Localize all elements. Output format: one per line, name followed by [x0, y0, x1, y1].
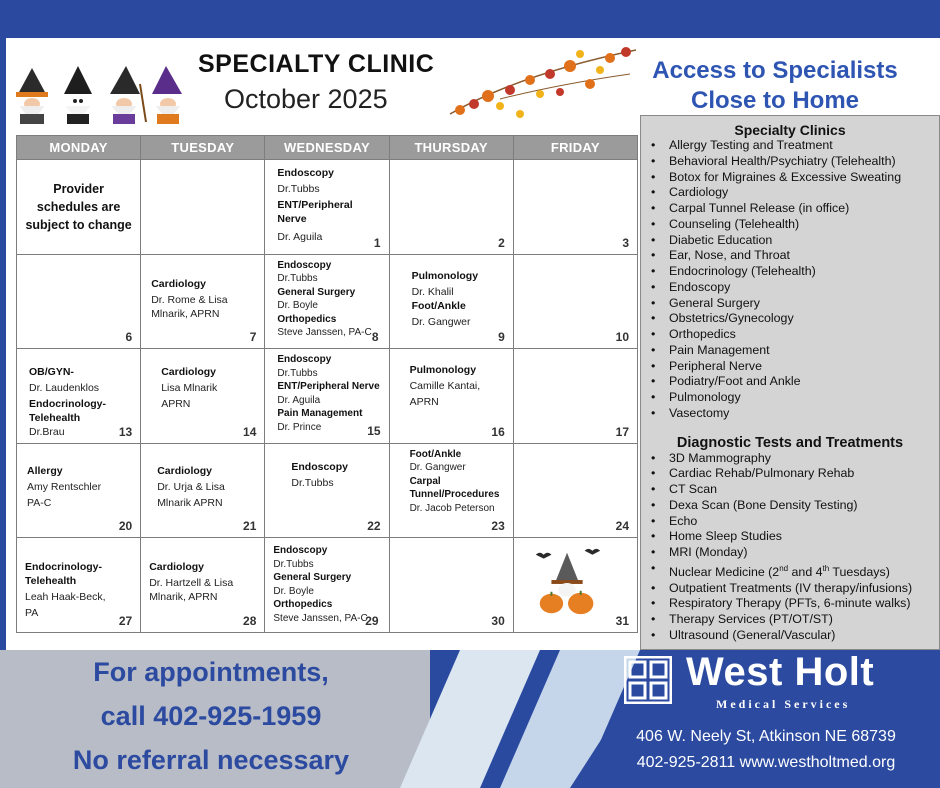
clinics-list — [641, 138, 939, 422]
date-number: 1 — [373, 235, 381, 250]
list-item: • Nuclear Medicine (2nd and 4th Tuesdays) — [641, 561, 939, 581]
list-item: • Diabetic Education — [641, 233, 939, 249]
calendar-cell — [141, 160, 265, 255]
cell-text: Cardiology — [151, 277, 207, 290]
cell-text: Telehealth — [29, 412, 81, 425]
date-number: 30 — [491, 614, 505, 628]
gnomes-illustration — [10, 64, 190, 126]
cell-text: Dr. Khalil — [411, 285, 454, 298]
cell-text: Dr.Tubbs — [273, 558, 314, 570]
calendar-cell — [513, 160, 637, 255]
list-item: • Outpatient Treatments (IV therapy/infusions) — [641, 581, 939, 597]
calendar-cell — [141, 254, 265, 349]
date-number: 10 — [615, 330, 629, 345]
date-number: 21 — [243, 519, 257, 534]
cell-text: Lisa Mlnarik — [161, 382, 218, 395]
diagnostics-list-continued — [641, 581, 939, 644]
gnome-3-icon — [110, 66, 146, 124]
day-header-monday: MONDAY — [17, 136, 141, 160]
list-item: • Peripheral Nerve — [641, 359, 939, 375]
day-header-tuesday: TUESDAY — [141, 136, 265, 160]
cell-text: Cardiology — [161, 366, 217, 379]
cell-text: Dr. Hartzell & Lisa — [149, 577, 234, 590]
top-band — [0, 0, 940, 38]
calendar-cell — [141, 349, 265, 444]
tagline-line-1: Access to Specialists — [652, 57, 898, 84]
calendar-week-5 — [17, 538, 638, 633]
cell-text: Endocrinology- — [25, 561, 102, 574]
day-header-thursday: THURSDAY — [389, 136, 513, 160]
date-number: 31 — [615, 614, 629, 628]
calendar-grid — [16, 135, 638, 633]
cell-text: Dr. Jacob Peterson — [409, 502, 495, 514]
date-number: 2 — [498, 235, 505, 250]
list-item: • Vasectomy — [641, 406, 939, 422]
cell-text: ENT/Peripheral Nerve — [277, 381, 380, 393]
calendar-cell — [141, 538, 265, 633]
cell-text: Dr. Gangwer — [411, 315, 471, 328]
cell-text: Endoscopy — [273, 545, 328, 557]
cell-text: Pulmonology — [411, 269, 479, 282]
cell-text: Dr. Aguila — [277, 394, 321, 406]
calendar-cell — [389, 349, 513, 444]
date-number: 13 — [118, 424, 133, 439]
brand-name: West Holt — [686, 650, 875, 694]
calendar-cell — [513, 349, 637, 444]
cell-text: Mlnarik, APRN — [151, 307, 220, 320]
date-number: 6 — [125, 330, 133, 345]
cell-text: Amy Rentschler — [27, 480, 102, 493]
list-item: • Podiatry/Foot and Ankle — [641, 374, 939, 390]
west-holt-logo-icon — [624, 656, 672, 704]
list-item: • Ultrasound (General/Vascular) — [641, 628, 939, 644]
cell-text: Mlnarik APRN — [157, 496, 223, 509]
cell-text: Orthopedics — [273, 599, 333, 611]
list-item: • Home Sleep Studies — [641, 529, 939, 545]
date-number: 17 — [615, 424, 629, 439]
cell-text: PA-C — [27, 496, 52, 509]
calendar-cell — [389, 538, 513, 633]
services-panel — [640, 115, 940, 650]
list-item: • Endoscopy — [641, 280, 939, 296]
address: 406 W. Neely St, Atkinson NE 68739 — [636, 728, 896, 745]
list-item: • CT Scan — [641, 482, 939, 498]
date-number: 29 — [365, 613, 379, 628]
cell-text: Dr. Boyle — [277, 300, 318, 312]
cell-text: General Surgery — [277, 286, 356, 298]
list-item: • Echo — [641, 514, 939, 530]
phone-number: call 402-925-1959 — [100, 701, 322, 731]
calendar-cell — [265, 349, 389, 444]
calendar-cell — [389, 160, 513, 255]
list-item: • Behavioral Health/Psychiatry (Telehealth) — [641, 154, 939, 170]
gnome-4-icon — [152, 66, 182, 124]
calendar-cell — [17, 538, 141, 633]
gnome-1-icon — [16, 68, 48, 124]
calendar-cell — [17, 160, 141, 255]
date-number: 14 — [243, 424, 257, 439]
cell-text: Pulmonology — [409, 364, 477, 377]
list-item: • Ear, Nose, and Throat — [641, 248, 939, 264]
date-number: 28 — [243, 614, 257, 628]
cell-text: Cardiology — [157, 464, 213, 477]
cell-text: Dr.Tubbs — [277, 367, 318, 379]
cell-text: Dr.Tubbs — [291, 476, 334, 489]
date-number: 7 — [249, 330, 257, 345]
diagnostics-heading: Diagnostic Tests and Treatments — [676, 434, 904, 451]
cell-text: APRN — [161, 398, 191, 411]
cell-text: Dr.Brau — [29, 426, 65, 439]
cell-text: Cardiology — [149, 561, 205, 574]
cell-text: Dr. Aguila — [277, 231, 323, 244]
autumn-leaves-illustration — [440, 44, 640, 130]
day-header-friday: FRIDAY — [513, 136, 637, 160]
calendar-week-4 — [17, 443, 638, 538]
cell-text: Endoscopy — [277, 259, 332, 271]
list-item: • Orthopedics — [641, 327, 939, 343]
list-item: • Cardiology — [641, 185, 939, 201]
calendar-cell — [389, 443, 513, 538]
cell-text: Dr. Rome & Lisa — [151, 293, 228, 306]
cell-text: OB/GYN- — [29, 366, 74, 379]
calendar-cell — [141, 443, 265, 538]
clinic-title: SPECIALTY CLINIC — [198, 50, 435, 78]
cell-text: Dr. Gangwer — [409, 462, 466, 474]
schedule-note: Provider schedules are subject to change — [25, 181, 132, 232]
list-item: • Counseling (Telehealth) — [641, 217, 939, 233]
cell-text: Nerve — [277, 213, 307, 226]
date-number: 9 — [498, 330, 505, 345]
cell-text: Tunnel/Procedures — [409, 489, 500, 501]
list-item: • Dexa Scan (Bone Density Testing) — [641, 498, 939, 514]
calendar-week-2 — [17, 254, 638, 349]
list-item: • Carpal Tunnel Release (in office) — [641, 201, 939, 217]
cell-text: Dr.Tubbs — [277, 183, 320, 196]
list-item: • Obstetrics/Gynecology — [641, 311, 939, 327]
cell-text: Allergy — [27, 464, 63, 477]
calendar-cell — [265, 160, 389, 255]
calendar-cell — [265, 254, 389, 349]
gnome-2-icon — [64, 66, 92, 124]
cell-text: Dr. Urja & Lisa — [157, 480, 225, 493]
calendar-week-1 — [17, 160, 638, 255]
cell-text: Steve Janssen, PA-C — [273, 612, 368, 624]
date-number: 20 — [118, 519, 133, 534]
appointment-line: For appointments, — [93, 657, 329, 687]
list-item: • Allergy Testing and Treatment — [641, 138, 939, 154]
date-number: 24 — [615, 519, 629, 534]
tagline-line-2: Close to Home — [690, 87, 860, 114]
referral-note: No referral necessary — [72, 745, 350, 775]
cell-text: Steve Janssen, PA-C — [277, 327, 372, 339]
calendar-cell — [513, 538, 637, 633]
diagnostics-list-nuclear — [641, 561, 939, 581]
clinics-heading: Specialty Clinics — [734, 122, 846, 138]
calendar-cell — [17, 443, 141, 538]
cell-text: Dr. Prince — [277, 421, 322, 433]
cell-text: Telehealth — [25, 575, 77, 588]
access-tagline — [634, 56, 916, 116]
cell-text: ENT/Peripheral — [277, 199, 353, 212]
date-number: 27 — [118, 614, 133, 628]
cell-text: Foot/Ankle — [409, 448, 462, 460]
cell-text: Carpal — [409, 475, 441, 487]
date-number: 23 — [491, 518, 505, 533]
list-item: • General Surgery — [641, 296, 939, 312]
list-item: • Botox for Migraines & Excessive Sweating — [641, 170, 939, 186]
contact-info — [606, 724, 926, 776]
calendar-cell — [513, 443, 637, 538]
cell-text: Mlnarik, APRN — [149, 591, 218, 604]
calendar-cell — [265, 443, 389, 538]
list-item: • MRI (Monday) — [641, 545, 939, 561]
day-header-wednesday: WEDNESDAY — [265, 136, 389, 160]
list-item: • Pain Management — [641, 343, 939, 359]
date-number: 22 — [367, 519, 381, 534]
cell-text: Endocrinology- — [29, 398, 106, 411]
date-number: 15 — [367, 424, 381, 439]
cell-text: Dr.Tubbs — [277, 273, 318, 285]
calendar-week-3 — [17, 349, 638, 444]
cell-text: Pain Management — [277, 408, 363, 420]
date-number: 16 — [491, 424, 505, 439]
cell-text: PA — [25, 607, 39, 620]
cell-text: Camille Kantai, — [409, 380, 481, 393]
date-number: 3 — [622, 235, 629, 250]
calendar-cell — [389, 254, 513, 349]
calendar-cell — [17, 349, 141, 444]
list-item: • Pulmonology — [641, 390, 939, 406]
cell-text: Endoscopy — [277, 167, 334, 180]
calendar-header-row — [17, 136, 638, 160]
cell-text: Dr. Laudenklos — [29, 382, 100, 395]
cell-text: Foot/Ankle — [411, 299, 466, 312]
phone-website: 402-925-2811 www.westholtmed.org — [636, 754, 896, 771]
calendar-cell — [513, 254, 637, 349]
cell-text: Orthopedics — [277, 313, 337, 325]
appointment-info — [36, 650, 386, 782]
cell-text: General Surgery — [273, 572, 352, 584]
halloween-gnome-pumpkins-illustration — [530, 544, 608, 620]
calendar-month: October 2025 — [224, 84, 388, 114]
brand-subtitle: Medical Services — [716, 697, 851, 711]
list-item: • Cardiac Rehab/Pulmonary Rehab — [641, 466, 939, 482]
calendar-cell — [17, 254, 141, 349]
list-item: • Therapy Services (PT/OT/ST) — [641, 612, 939, 628]
diagnostics-list — [641, 451, 939, 561]
cell-text: Endoscopy — [291, 460, 348, 473]
list-item: • 3D Mammography — [641, 451, 939, 467]
calendar-cell — [265, 538, 389, 633]
cell-text: Endoscopy — [277, 354, 332, 366]
date-number: 8 — [371, 329, 379, 344]
cell-text: Leah Haak-Beck, — [25, 591, 106, 604]
list-item: • Endocrinology (Telehealth) — [641, 264, 939, 280]
list-item: • Respiratory Therapy (PFTs, 6-minute walks) — [641, 596, 939, 612]
cell-text: APRN — [409, 396, 439, 409]
cell-text: Dr. Boyle — [273, 585, 314, 597]
